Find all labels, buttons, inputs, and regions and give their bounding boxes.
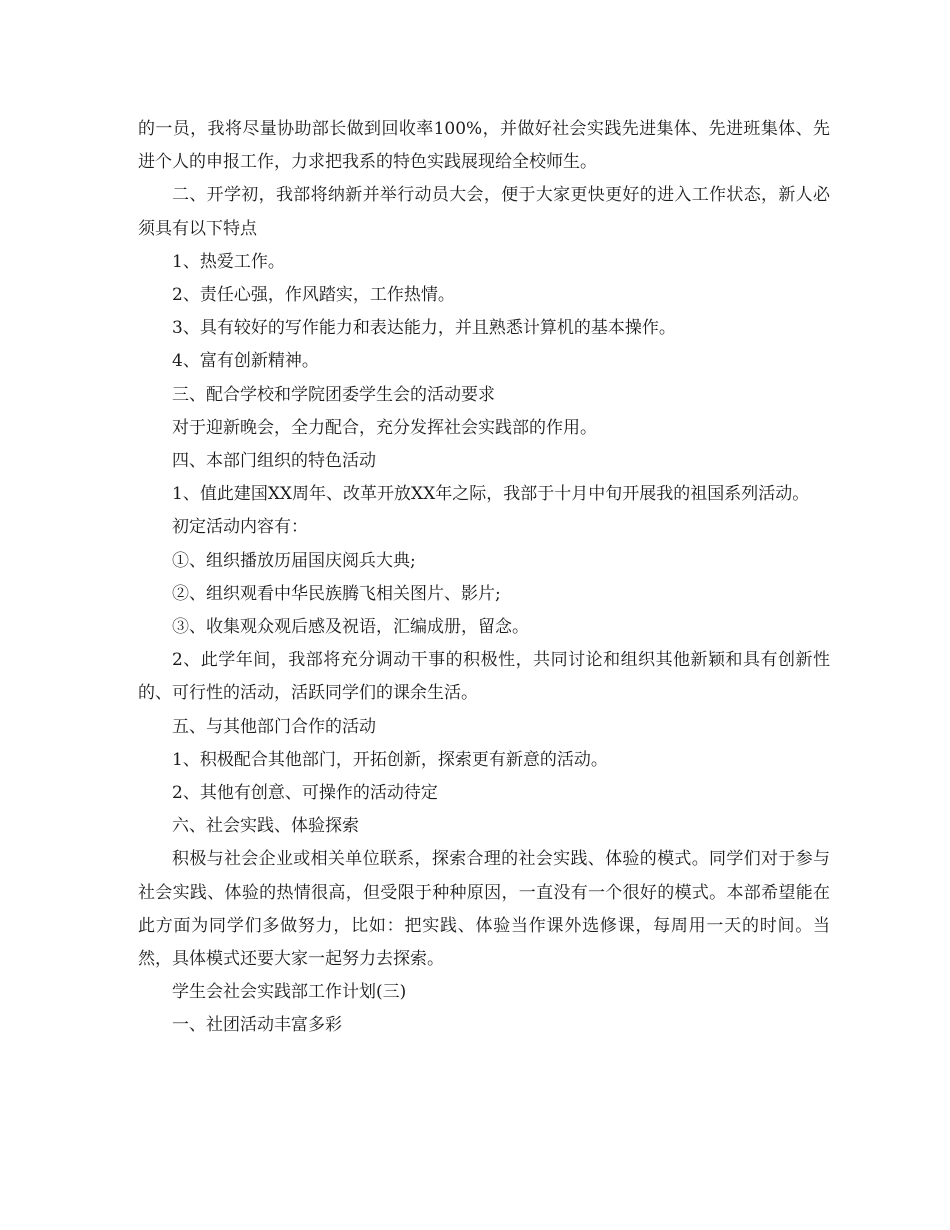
paragraph: 的一员，我将尽量协助部长做到回收率100%，并做好社会实践先进集体、先进班集体、先进个人的申报工作，力求把我系的特色实践展现给全校师生。: [138, 119, 830, 173]
section-heading: 一、社团活动丰富多彩: [172, 1015, 342, 1036]
section-heading: 二、开学初，我部将纳新并举行动员大会，便于大家更快更好的进入工作状态，新人必须具有以下特点: [138, 185, 830, 239]
list-item: ②、组织观看中华民族腾飞相关图片、影片;: [172, 583, 501, 604]
list-item: 2、此学年间，我部将充分调动干事的积极性，共同讨论和组织其他新颖和具有创新性的、可行性的活动，活跃同学们的课余生活。: [138, 650, 830, 704]
list-item: 4、富有创新精神。: [172, 351, 319, 372]
paragraph: 积极与社会企业或相关单位联系，探索合理的社会实践、体验的模式。同学们对于参与社会实践、体验的热情很高，但受限于种种原因，一直没有一个很好的模式。本部希望能在此方面为同学们多做努力，比如：把实践、体验当作课外选修课，每周用一天的时间。当然，具体模式还要大家一起努力去探索。: [138, 849, 830, 970]
document-subtitle: 学生会社会实践部工作计划(三): [172, 982, 407, 1003]
list-item: 1、积极配合其他部门，开拓创新，探索更有新意的活动。: [172, 749, 608, 770]
section-heading: 五、与其他部门合作的活动: [172, 716, 376, 737]
list-item: ③、收集观众观后感及祝语，汇编成册，留念。: [172, 617, 529, 638]
section-heading: 六、社会实践、体验探索: [172, 816, 359, 837]
list-item: 1、值此建国XX周年、改革开放XX年之际，我部于十月中旬开展我的祖国系列活动。: [172, 484, 810, 505]
paragraph: 初定活动内容有：: [172, 517, 308, 538]
document-body: [138, 113, 830, 1043]
list-item: 1、热爱工作。: [172, 251, 285, 272]
section-heading: 三、配合学校和学院团委学生会的活动要求: [172, 384, 495, 405]
list-item: 2、其他有创意、可操作的活动待定: [172, 783, 438, 804]
list-item: 2、责任心强，作风踏实，工作热情。: [172, 285, 455, 306]
list-item: 3、具有较好的写作能力和表达能力，并且熟悉计算机的基本操作。: [172, 318, 676, 339]
paragraph: 对于迎新晚会，全力配合，充分发挥社会实践部的作用。: [172, 417, 597, 438]
list-item: ①、组织播放历届国庆阅兵大典;: [172, 550, 416, 571]
section-heading: 四、本部门组织的特色活动: [172, 451, 376, 472]
